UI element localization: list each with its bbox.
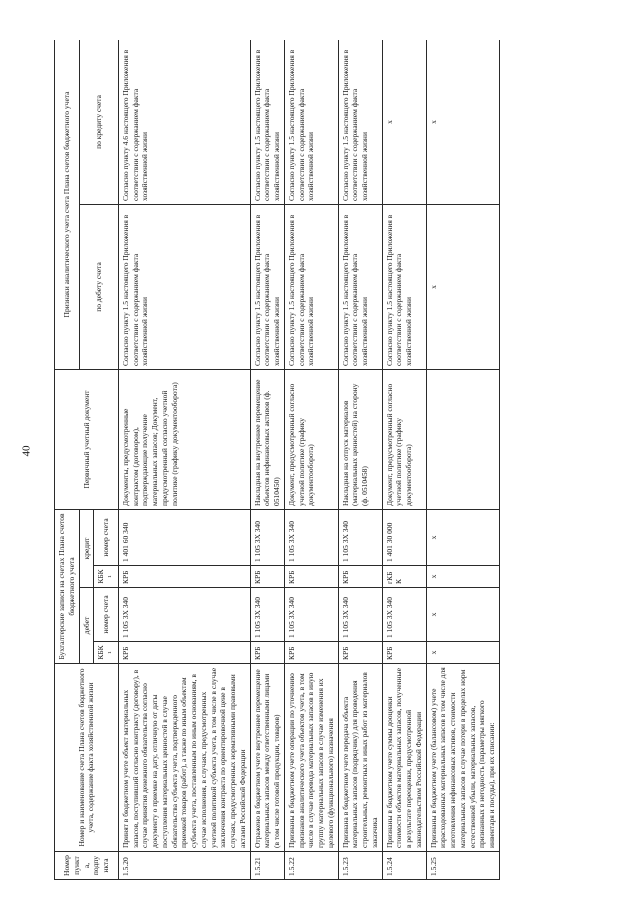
header-name: Номер и наименование счета Плана счетов бюджетного учета, содержание факта хозяйственной жизни xyxy=(55,664,119,852)
row-by-debit: x xyxy=(426,204,499,369)
row-document xyxy=(426,369,499,509)
row-credit-kbk: гКБК xyxy=(382,566,426,588)
row-number: 1.5.22 xyxy=(284,852,338,880)
row-credit-account: x xyxy=(426,509,499,565)
header-debit: дебет xyxy=(79,588,94,664)
table-row xyxy=(250,40,284,880)
row-document: Накладная на внутреннее перемещение объектов нефинансовых активов (ф. 0510450) xyxy=(250,369,284,509)
row-by-credit: x xyxy=(382,40,426,204)
row-by-credit: Согласно пункту 1.5 настоящего Приложения в соответствии с содержанием факта хозяйственной жизни xyxy=(250,40,284,204)
row-credit-kbk: КРБ xyxy=(250,566,284,588)
header-analytics: Признаки аналитического учета счета Плана счетов бюджетного учета xyxy=(55,40,80,369)
table-row xyxy=(284,40,338,880)
header-debit-account: номер счета xyxy=(94,588,119,642)
row-debit-kbk: КРБ xyxy=(250,642,284,664)
row-by-debit: Согласно пункту 1.5 настоящего Приложения в соответствии с содержанием факта хозяйственной жизни xyxy=(382,204,426,369)
rotated-page xyxy=(54,40,630,880)
row-by-debit: Согласно пункту 1.5 настоящего Приложения в соответствии с содержанием факта хозяйственной жизни xyxy=(284,204,338,369)
row-debit-account: 1 105 3Х 340 xyxy=(284,588,338,642)
row-by-credit: x xyxy=(426,40,499,204)
header-number: Номер пункта, подпункта xyxy=(55,852,119,880)
row-content: Признаны в бюджетном учете (балансовом) учете израсходованных материальных запасов в том числе для изготовления нефинансовых активов, стоимости материальных запасов в случае потери в пределах норм естественной убыли, материальных запасов, признанных в негодность (параметры мягкого инвентаря и посуды), при их списании: xyxy=(426,664,499,852)
header-by-debit: по дебету счета xyxy=(79,204,118,369)
row-debit-kbk: КРБ xyxy=(118,642,250,664)
row-credit-kbk: КРБ xyxy=(284,566,338,588)
header-by-credit: по кредиту счета xyxy=(79,40,118,204)
row-credit-account: 1 401 30 000 xyxy=(382,509,426,565)
header-credit-kbk: КБК¹ xyxy=(94,566,119,588)
header-credit: кредит xyxy=(79,509,94,587)
row-debit-kbk: КРБ xyxy=(338,642,382,664)
row-debit-kbk: x xyxy=(426,642,499,664)
row-content: Признаны в бюджетном учете операции по уточнению признаков аналитического учета объектов учета, в том числе в случае перевода материальных запасов в иную группу материальных запасов в случае изменения их целевого (функционального) назначения xyxy=(284,664,338,852)
row-debit-account: 1 105 3Х 340 xyxy=(250,588,284,642)
header-entries: Бухгалтерские записи на счетах Плана счетов бюджетного учета xyxy=(55,509,80,663)
row-debit-account: 1 105 3Х 340 xyxy=(382,588,426,642)
rotated-table-container xyxy=(54,40,630,880)
row-document: Документ, предусмотренный согласно учетной политике (графику документооборота) xyxy=(382,369,426,509)
row-debit-kbk: КРБ xyxy=(382,642,426,664)
row-debit-kbk: КРБ xyxy=(284,642,338,664)
row-by-debit: Согласно пункту 1.5 настоящего Приложения в соответствии с содержанием факта хозяйственной жизни xyxy=(250,204,284,369)
header-credit-account: номер счета xyxy=(94,509,119,565)
row-credit-kbk: КРБ xyxy=(338,566,382,588)
row-document: Документ, предусмотренный согласно учетной политике (графику документооборота) xyxy=(284,369,338,509)
table-row xyxy=(338,40,382,880)
row-number: 1.5.21 xyxy=(250,852,284,880)
row-number: 1.5.24 xyxy=(382,852,426,880)
row-content: Отражено в бюджетном учете внутреннее перемещение материальных запасов между ответственными лицами (в том числе готовой продукции, товаров) xyxy=(250,664,284,852)
row-content: Признаны в бюджетном учете суммы дооценки стоимости объектов материальных запасов, полученные в результате переоценки, предусмотренной законодательством Российской Федерации xyxy=(382,664,426,852)
row-credit-kbk: x xyxy=(426,566,499,588)
row-debit-account: 1 105 3Х 340 xyxy=(118,588,250,642)
row-content: Признана в бюджетном учете передача объекта материальных запасов (подрядчику) для проведения строительных, ремонтных и иных работ из материалов заказчика xyxy=(338,664,382,852)
row-credit-account: 1 105 3Х 340 xyxy=(250,509,284,565)
row-document: Документы, предусмотренные контрактом (договором), подтверждающие получение материальных запасов; Документ, предусмотренный согласно учетной политике (графику документооборота) xyxy=(118,369,250,509)
row-number: 1.5.25 xyxy=(426,852,499,880)
row-credit-kbk: КРБ xyxy=(118,566,250,588)
row-credit-account: 1 105 3Х 340 xyxy=(338,509,382,565)
page-number: 40 xyxy=(20,445,32,457)
row-by-debit: Согласно пункту 1.5 настоящего Приложения в соответствии с содержанием факта хозяйственной жизни xyxy=(118,204,250,369)
row-by-credit: Согласно пункту 4.6 настоящего Приложения в соответствии с содержанием факта хозяйственной жизни xyxy=(118,40,250,204)
header-document: Первичный учетный документ xyxy=(55,369,119,509)
row-by-credit: Согласно пункту 1.5 настоящего Приложения в соответствии с содержанием факта хозяйственной жизни xyxy=(284,40,338,204)
row-credit-account: 1 105 3Х 340 xyxy=(284,509,338,565)
table-row xyxy=(118,40,250,880)
row-by-debit: Согласно пункту 1.5 настоящего Приложения в соответствии с содержанием факта хозяйственной жизни xyxy=(338,204,382,369)
row-debit-account: 1 105 3Х 340 xyxy=(338,588,382,642)
header-debit-kbk: КБК¹ xyxy=(94,642,119,664)
row-by-credit: Согласно пункту 1.5 настоящего Приложения в соответствии с содержанием факта хозяйственной жизни xyxy=(338,40,382,204)
table-row xyxy=(382,40,426,880)
row-number: 1.5.20 xyxy=(118,852,250,880)
row-number: 1.5.23 xyxy=(338,852,382,880)
table-row xyxy=(426,40,499,880)
row-document: Накладная на отпуск материалов (материальных ценностей) на сторону (ф. 0510458) xyxy=(338,369,382,509)
row-content: Принят в бюджетном учете объект материальных запасов, поступивший согласно контракту (договору), в случае принятия денежного обязательства согласно документу о приемке на дату, отличную от даты поступления материальных ценностей в случае обязательства субъекта учета, подтвержденного приемкой товаров (работ), а также по иным объектам субъекта учета, поставленным по иным основаниям, в случае исполнения, в случаях, предусмотренных учетной политикой субъекта учета, в том числе в случае заключения контракта по ориентировочной цене в случаях, предусмотренных нормативными правовыми актами Российской Федерации xyxy=(118,664,250,852)
accounting-entries-table xyxy=(54,40,500,880)
row-debit-account: x xyxy=(426,588,499,642)
row-credit-account: 1 401 60 340 xyxy=(118,509,250,565)
